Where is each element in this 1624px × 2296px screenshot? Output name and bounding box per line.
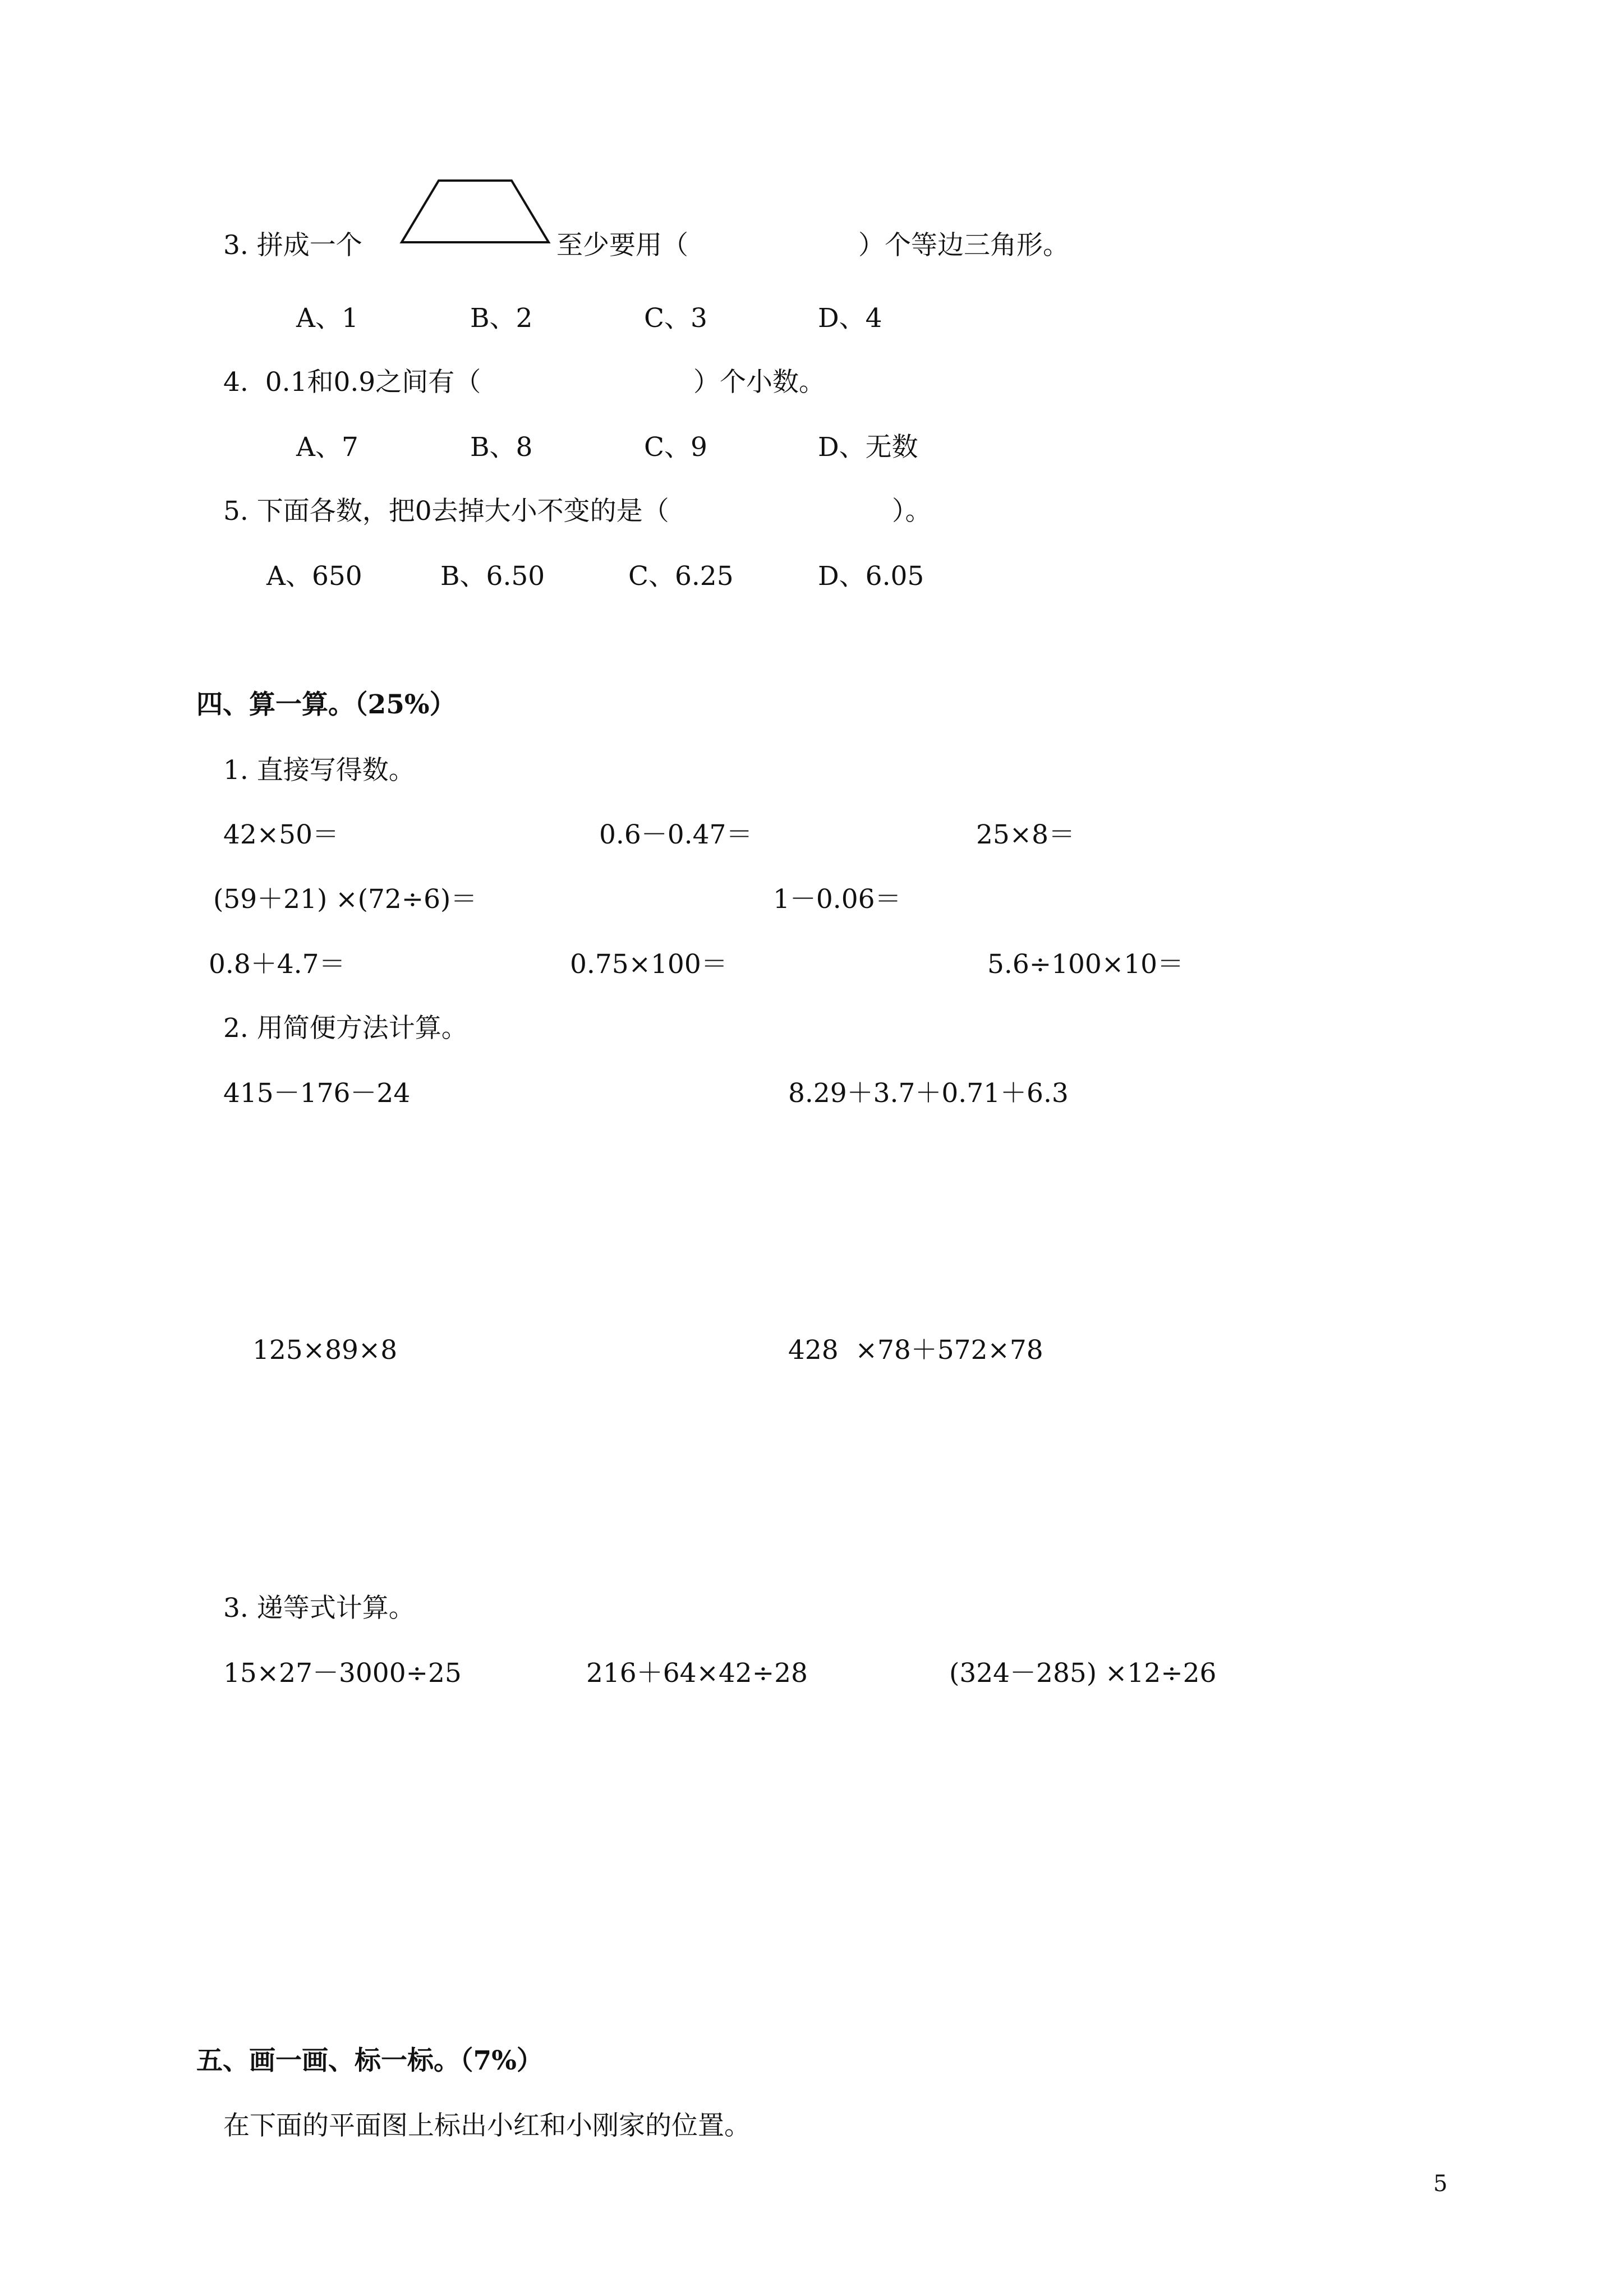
q4-text-close: ）个小数。 <box>693 367 825 398</box>
q3-text-before: 3. 拼成一个 <box>223 230 362 261</box>
q3-text-close: ）个等边三角形。 <box>858 230 1069 261</box>
calc-item: 1－0.06＝ <box>773 884 901 915</box>
section4-sub3-title: 3. 递等式计算。 <box>223 1593 415 1624</box>
stepwise-item: 15×27－3000÷25 <box>223 1658 462 1689</box>
q5-option-a: A、650 <box>266 561 362 592</box>
calc-item: 25×8＝ <box>976 819 1075 850</box>
q3-option-c: C、3 <box>644 303 707 334</box>
q5-text: 5. 下面各数，把0去掉大小不变的是（ <box>223 496 669 527</box>
q3-text-after: 至少要用（ <box>556 230 688 261</box>
section4-heading: 四、算一算。（25%） <box>196 689 456 720</box>
calc-item: 0.75×100＝ <box>570 949 728 980</box>
q5-text-close: ）。 <box>892 496 932 527</box>
section4-sub1-title: 1. 直接写得数。 <box>223 755 415 786</box>
q4-option-c: C、9 <box>644 432 707 463</box>
q3-option-d: D、4 <box>818 303 882 334</box>
q5-option-b: B、6.50 <box>440 561 545 592</box>
q4-option-b: B、8 <box>470 432 533 463</box>
page-number: 5 <box>1433 2171 1448 2197</box>
section5-heading: 五、画一画、标一标。（7%） <box>196 2045 543 2076</box>
q5-option-c: C、6.25 <box>628 561 734 592</box>
stepwise-item: (324－285) ×12÷26 <box>949 1658 1217 1689</box>
section5-instruction: 在下面的平面图上标出小红和小刚家的位置。 <box>223 2110 751 2141</box>
q5-option-d: D、6.05 <box>818 561 924 592</box>
section4-sub2-title: 2. 用简便方法计算。 <box>223 1013 468 1044</box>
calc-item: 5.6÷100×10＝ <box>987 949 1184 980</box>
q3-option-b: B、2 <box>470 303 533 334</box>
calc-item: 0.6－0.47＝ <box>599 819 753 850</box>
stepwise-item: 216＋64×42÷28 <box>586 1658 808 1689</box>
simplify-item: 415－176－24 <box>223 1078 411 1109</box>
calc-item: 0.8＋4.7＝ <box>209 949 346 980</box>
q3-option-a: A、1 <box>296 303 358 334</box>
q4-option-a: A、7 <box>296 432 358 463</box>
q4-text: 4. 0.1和0.9之间有（ <box>223 367 481 398</box>
simplify-item: 428 ×78＋572×78 <box>788 1335 1043 1366</box>
calc-item: (59＋21) ×(72÷6)＝ <box>213 884 477 915</box>
trapezoid-icon <box>399 178 551 245</box>
q4-option-d: D、无数 <box>818 432 918 463</box>
calc-item: 42×50＝ <box>223 819 339 850</box>
simplify-item: 8.29＋3.7＋0.71＋6.3 <box>788 1078 1069 1109</box>
simplify-item: 125×89×8 <box>252 1335 398 1366</box>
